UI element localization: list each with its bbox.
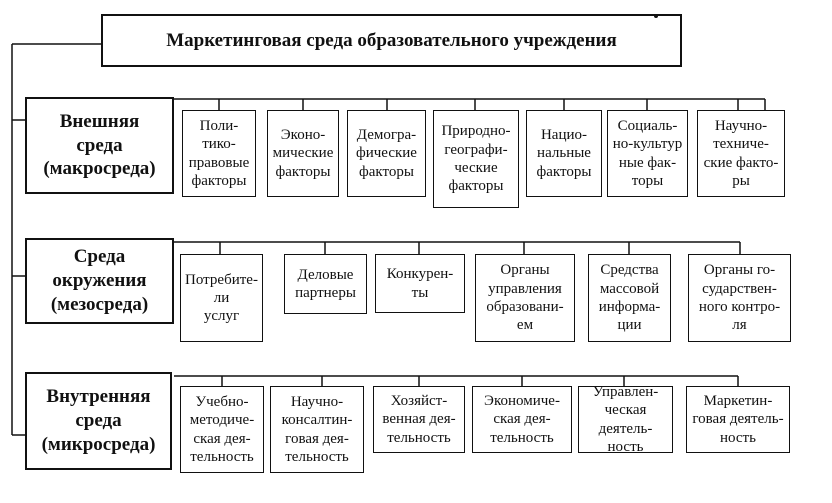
level-surrounding-meso <box>25 238 174 324</box>
factor-educational-methodical: Учебно- методиче- ская дея- тельность <box>180 386 264 473</box>
factor-economic-activity: Экономиче- ская дея- тельность <box>472 386 572 453</box>
diagram-title-text: Маркетинговая среда образовательного учреждения <box>166 29 617 51</box>
decorative-dot <box>654 14 658 18</box>
factor-service-consumers: Потребите- ли услуг <box>180 254 263 342</box>
level-internal-micro <box>25 372 172 470</box>
factor-demographic: Демогра- фические факторы <box>347 110 426 197</box>
factor-education-authorities: Органы управления образовани- ем <box>475 254 575 342</box>
factor-business-partners: Деловые партнеры <box>284 254 367 314</box>
factor-mass-media: Средства массовой информа- ции <box>588 254 671 342</box>
level-internal-label: Внутренняя среда (микросреда) <box>41 386 156 455</box>
factor-political-legal: Поли- тико- правовые факторы <box>182 110 256 197</box>
factor-research-consulting: Научно- консалтин- говая дея- тельность <box>270 386 364 473</box>
factor-marketing-activity: Маркетин- говая деятель- ность <box>686 386 790 453</box>
factor-competitors: Конкурен- ты <box>375 254 465 313</box>
factor-management-activity: Управлен- ческая деятель- ность <box>578 386 673 453</box>
factor-natural-geographic: Природно- географи- ческие факторы <box>433 110 519 208</box>
factor-economic-household: Хозяйст- венная дея- тельность <box>373 386 465 453</box>
level-surrounding-label: Среда окружения (мезосреда) <box>50 246 149 315</box>
factor-national: Нацио- нальные факторы <box>526 110 602 197</box>
factor-state-control-bodies: Органы го- сударствен- ного контро- ля <box>688 254 791 342</box>
factor-scientific-technical: Научно- техниче- ские факто- ры <box>697 110 785 197</box>
factor-socio-cultural: Социаль- но-культур ные фак- торы <box>607 110 688 197</box>
diagram-title <box>101 14 682 67</box>
level-external-macro <box>25 97 174 194</box>
level-external-label: Внешняя среда (макросреда) <box>43 110 156 180</box>
factor-economic: Эконо- мические факторы <box>267 110 339 197</box>
